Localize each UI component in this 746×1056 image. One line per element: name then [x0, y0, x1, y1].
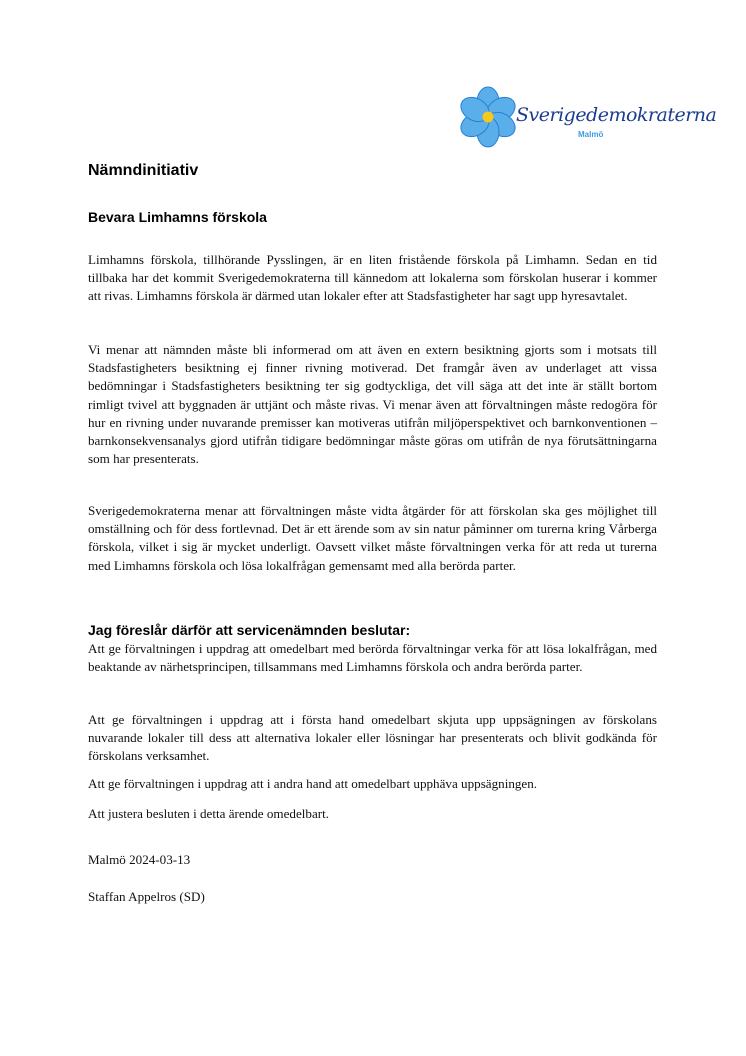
proposal-item-3: Att ge förvaltningen i uppdrag att i andra hand att omedelbart upphäva uppsägningen.	[88, 776, 538, 791]
body-paragraph-2: Vi menar att nämnden måste bli informerad om att även en extern besiktning gjorts som i motsats till Stadsfastigheters besiktning ej finner rivning motiverad. Det framgår även av underlaget att vissa bedömningar i Stadsfastigheters besiktning ter sig godtyckliga, det vill säga att det inte är ställt bortom rimligt tvivel att byggnaden är uttjänt och måste rivas. Vi menar även att förvaltningen måste redogöra för hur en rivning under nuvarande premisser kan motiveras utifrån miljöperspektivet och barnkonventionen – barnkonsekvensanalys gjord utifrån tidigare bedömningar måste göras om utifrån de nya förutsättningarna som har presenterats.	[88, 342, 657, 467]
document-type-heading: Nämndinitiativ	[88, 162, 199, 179]
logo-brand-text: Sverigedemokraterna	[516, 104, 717, 126]
anemone-flower-icon	[458, 86, 518, 148]
signature: Staffan Appelros (SD)	[88, 889, 205, 904]
proposal-item-4: Att justera besluten i detta ärende omedelbart.	[88, 806, 330, 821]
body-paragraph-3: Sverigedemokraterna menar att förvaltningen måste vidta åtgärder för att förskolan ska ges möjlighet till omställning och för dess fortlevnad. Det är ett ärende som av sin natur påminner om turerna kring Vårberga förskola, vilket i sig är mycket underligt. Oavsett vilket måste förvaltningen verka för att reda ut turerna med Limhamns förskola och lösa lokalfrågan gemensamt med alla berörda parter.	[88, 503, 657, 573]
proposal-heading: Jag föreslår därför att servicenämnden beslutar:	[88, 622, 411, 638]
proposal-item-2: Att ge förvaltningen i uppdrag att i första hand omedelbart skjuta upp uppsägningen av förskolans nuvarande lokaler till dess att alternativa lokaler eller lösningar har presenterats och blivit godkända för förskolans verksamhet.	[88, 712, 657, 764]
logo-city-text: Malmö	[578, 130, 604, 139]
flower-center	[483, 112, 494, 123]
document-title: Bevara Limhamns förskola	[88, 209, 267, 225]
body-paragraph-1: Limhamns förskola, tillhörande Pysslingen, är en liten fristående förskola på Limhamn. Sedan en tid tillbaka har det kommit Sverigedemokraterna till kännedom att lokalerna som förskolan huserar i kommer att rivas. Limhamns förskola är därmed utan lokaler efter att Stadsfastigheter har sagt upp hyresavtalet.	[88, 252, 657, 304]
proposal-item-1: Att ge förvaltningen i uppdrag att omedelbart med berörda förvaltningar verka för att lösa lokalfrågan, med beaktande av närhetsprincipen, tillsammans med Limhamns förskola och andra berörda parter.	[88, 641, 657, 675]
place-and-date: Malmö 2024-03-13	[88, 852, 191, 867]
party-logo	[458, 86, 717, 148]
